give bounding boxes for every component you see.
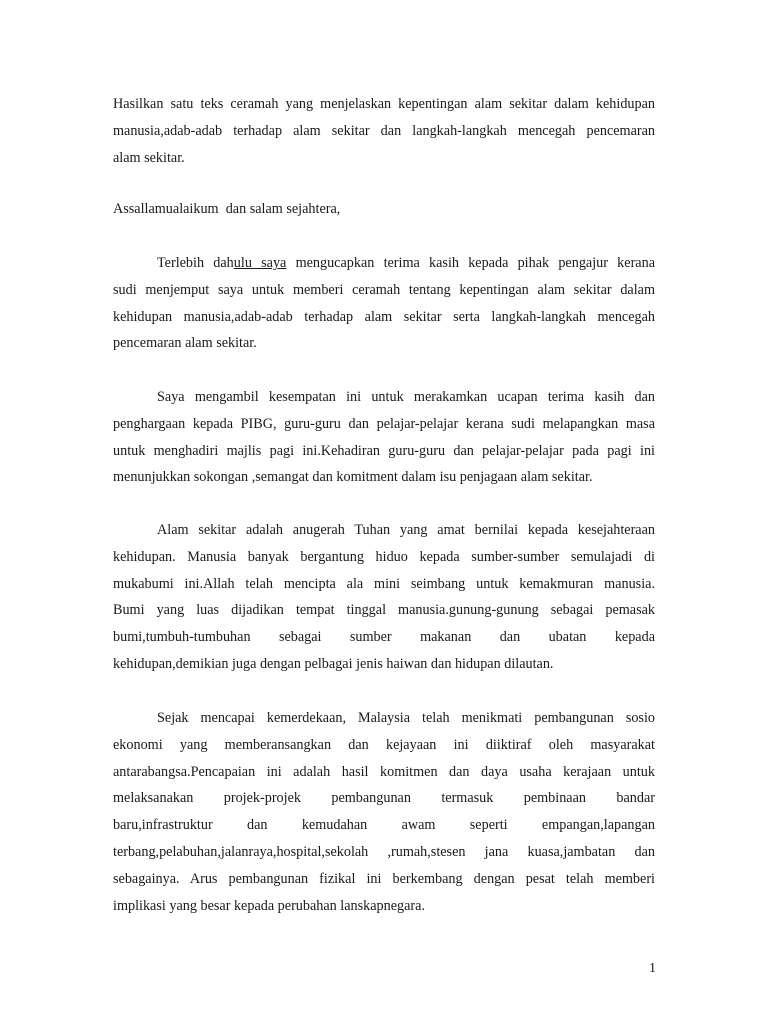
text-line: melaksanakan projek-projek pembangunan termasuk pembinaan bandar <box>113 790 655 807</box>
text-line: bumi,tumbuh-tumbuhan sebagai sumber makanan dan ubatan kepada <box>113 629 655 646</box>
paragraph-1 <box>113 250 655 357</box>
text-line: alam sekitar. <box>113 149 185 166</box>
text-line: Saya mengambil kesempatan ini untuk merakamkan ucapan terima kasih dan <box>157 389 655 405</box>
text-line: pencemaran alam sekitar. <box>113 335 257 352</box>
text-line: antarabangsa.Pencapaian ini adalah hasil komitmen dan daya usaha kerajaan untuk <box>113 763 655 780</box>
text-line: sudi menjemput saya untuk memberi ceramah tentang kepentingan alam sekitar dalam <box>113 281 655 298</box>
paragraph-4 <box>113 705 655 919</box>
text-line: ekonomi yang memberansangkan dan kejayaan ini diiktiraf oleh masyarakat <box>113 736 655 753</box>
text-line: untuk menghadiri majlis pagi ini.Kehadiran guru-guru dan pelajar-pelajar pada pagi ini <box>113 442 655 459</box>
greeting <box>113 196 655 223</box>
text-line: kehidupan. Manusia banyak bergantung hiduo kepada sumber-sumber semulajadi di <box>113 548 655 565</box>
text-line: mukabumi ini.Allah telah mencipta ala mini seimbang untuk kemakmuran manusia. <box>113 575 655 592</box>
text-run: Terlebih dah <box>157 255 234 271</box>
task-paragraph <box>113 91 655 171</box>
text-line: Alam sekitar adalah anugerah Tuhan yang amat bernilai kepada kesejahteraan <box>157 522 655 538</box>
text-line: Hasilkan satu teks ceramah yang menjelaskan kepentingan alam sekitar dalam kehidupan <box>113 96 655 112</box>
paragraph-2 <box>113 384 655 491</box>
page-number: 1 <box>649 961 656 976</box>
underlined-text: ulu saya <box>233 255 287 271</box>
text-line: penghargaan kepada PIBG, guru-guru dan pelajar-pelajar kerana sudi melapangkan masa <box>113 415 655 432</box>
text-line <box>113 250 655 277</box>
text-line: terbang,pelabuhan,jalanraya,hospital,sekolah ,rumah,stesen jana kuasa,jambatan dan <box>113 843 655 860</box>
text-line: menunjukkan sokongan ,semangat dan komitment dalam isu penjagaan alam sekitar. <box>113 469 593 486</box>
text-line: Assallamualaikum dan salam sejahtera, <box>113 201 341 217</box>
paragraph-3 <box>113 517 655 678</box>
text-line: Sejak mencapai kemerdekaan, Malaysia telah menikmati pembangunan sosio <box>157 710 655 726</box>
text-line: Bumi yang luas dijadikan tempat tinggal manusia.gunung-gunung sebagai pemasak <box>113 602 655 619</box>
text-line: sebagainya. Arus pembangunan fizikal ini berkembang dengan pesat telah memberi <box>113 870 655 887</box>
text-line: kehidupan manusia,adab-adab terhadap alam sekitar serta langkah-langkah mencegah <box>113 308 655 325</box>
text-line: implikasi yang besar kepada perubahan lanskapnegara. <box>113 897 426 914</box>
text-run: mengucapkan terima kasih kepada pihak pengajur kerana <box>286 255 655 271</box>
text-line: manusia,adab-adab terhadap alam sekitar dan langkah-langkah mencegah pencemaran <box>113 122 655 139</box>
text-line: kehidupan,demikian juga dengan pelbagai jenis haiwan dan hidupan dilautan. <box>113 655 554 672</box>
text-line: baru,infrastruktur dan kemudahan awam seperti empangan,lapangan <box>113 817 655 834</box>
